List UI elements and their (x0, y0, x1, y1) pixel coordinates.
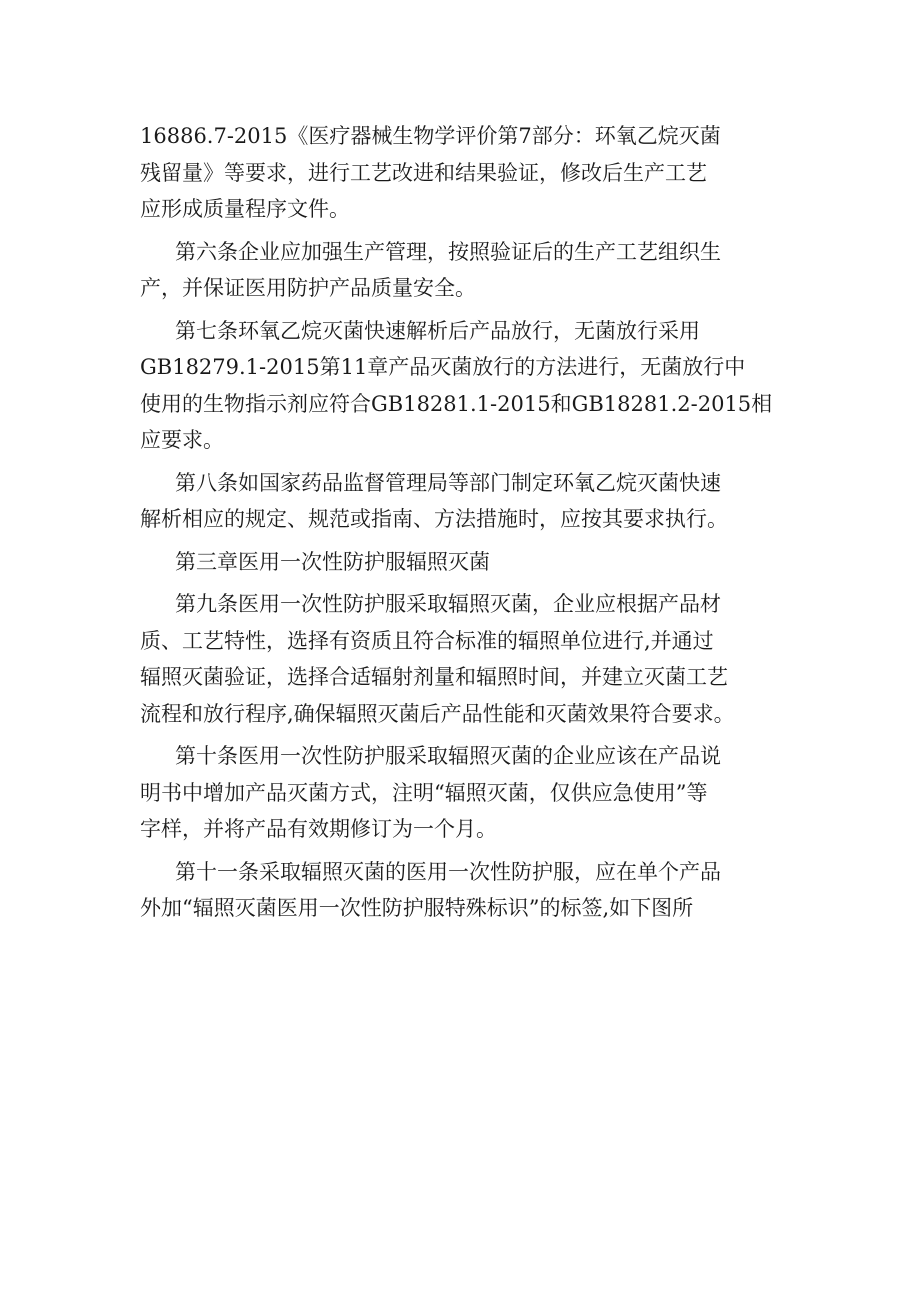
text-line: GB18279.1-2015第11章产品灭菌放行的方法进行，无菌放行中 (140, 355, 746, 379)
text-line: 第八条如国家药品监督管理局等部门制定环氧乙烷灭菌快速 (175, 470, 721, 495)
paragraph-article-11 (140, 854, 790, 927)
paragraph-article-6 (140, 234, 790, 307)
text-line: 外加“辐照灭菌医用一次性防护服特殊标识”的标签,如下图所 (140, 896, 694, 920)
text-line: 流程和放行程序,确保辐照灭菌后产品性能和灭菌效果符合要求。 (140, 701, 735, 726)
chapter-heading-3 (140, 544, 790, 581)
paragraph-article-7 (140, 313, 790, 459)
text-line: 残留量》等要求，进行工艺改进和结果验证，修改后生产工艺 (140, 160, 707, 185)
text-line: 第七条环氧乙烷灭菌快速解析后产品放行，无菌放行采用 (175, 318, 700, 343)
paragraph-ethylene-oxide-residue (140, 118, 790, 228)
text-line: 第三章医用一次性防护服辐照灭菌 (175, 549, 490, 574)
text-line: 第十一条采取辐照灭菌的医用一次性防护服，应在单个产品 (175, 859, 721, 884)
text-line: 应形成质量程序文件。 (140, 197, 350, 221)
text-line: 明书中增加产品灭菌方式，注明“辐照灭菌，仅供应急使用”等 (140, 780, 708, 805)
text-line: 字样，并将产品有效期修订为一个月。 (140, 817, 497, 841)
text-line: 质、工艺特性，选择有资质且符合标准的辐照单位进行,并通过 (140, 628, 714, 653)
paragraph-article-8 (140, 465, 790, 538)
text-line: 解析相应的规定、规范或指南、方法措施时，应按其要求执行。 (140, 507, 728, 531)
text-line: 产，并保证医用防护产品质量安全。 (140, 276, 476, 300)
text-line: 第九条医用一次性防护服采取辐照灭菌，企业应根据产品材 (175, 592, 721, 616)
paragraph-article-9 (140, 586, 790, 732)
text-line: 使用的生物指示剂应符合GB18281.1-2015和GB18281.2-2015相 (140, 391, 773, 416)
document-body (140, 118, 790, 927)
text-line: 应要求。 (140, 428, 224, 452)
text-line: 第十条医用一次性防护服采取辐照灭菌的企业应该在产品说 (175, 744, 721, 768)
paragraph-article-10 (140, 738, 790, 848)
text-line: 第六条企业应加强生产管理，按照验证后的生产工艺组织生 (175, 239, 721, 264)
text-line: 辐照灭菌验证，选择合适辐射剂量和辐照时间，并建立灭菌工艺 (140, 665, 728, 689)
text-line: 16886.7-2015《医疗器械生物学评价第7部分：环氧乙烷灭菌 (140, 124, 721, 148)
